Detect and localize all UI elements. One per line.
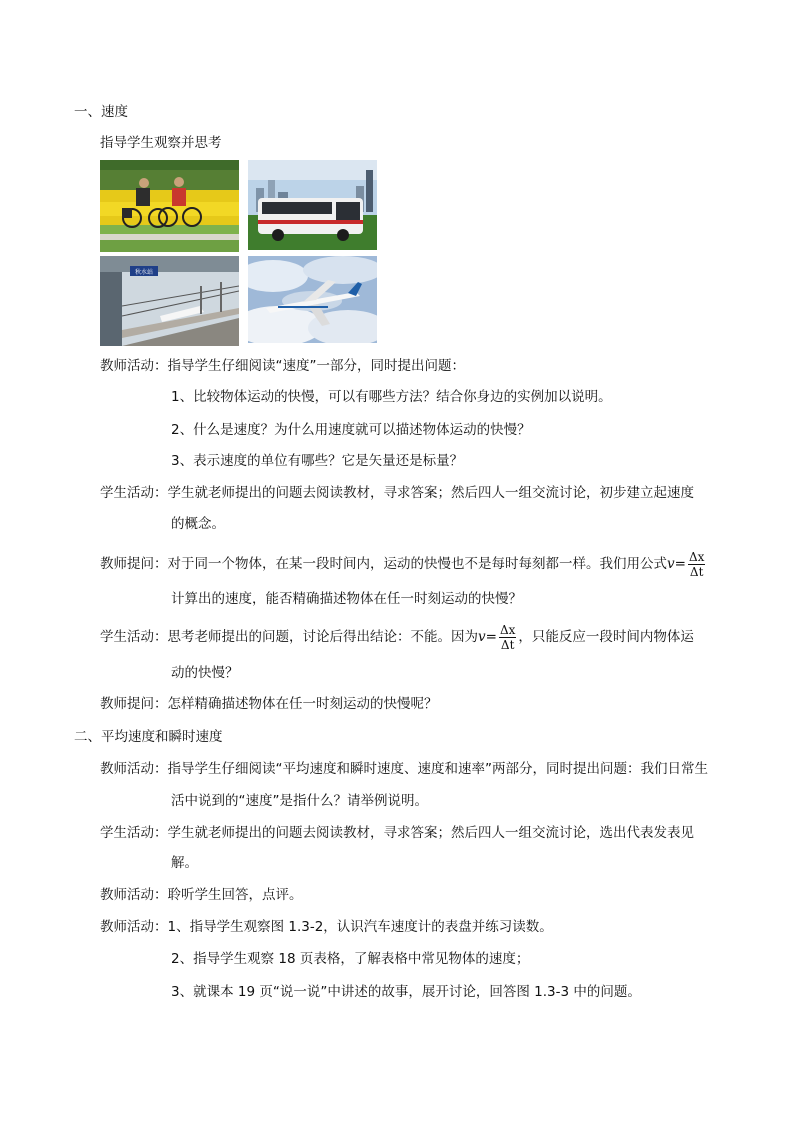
formula2-var: v [478, 629, 486, 645]
teacher-question-2: 教师提问：怎样精确描述物体在任一时刻运动的快慢呢？ [100, 696, 438, 712]
train-photo [100, 256, 239, 346]
plane-photo [248, 256, 377, 343]
student-activity-3b: 解。 [171, 855, 198, 871]
formula-num: Δx [688, 549, 705, 564]
question-3: 3、表示速度的单位有哪些？它是矢量还是标量？ [171, 453, 464, 469]
formula2-num: Δx [499, 622, 516, 637]
question-2: 2、什么是速度？为什么用速度就可以描述物体运动的快慢？ [171, 422, 531, 438]
teacher-activity-2a: 教师活动：指导学生仔细阅读“平均速度和瞬时速度、速度和速率”两部分，同时提出问题：我们日常生 [100, 761, 708, 777]
teacher-activity-4-item1: 教师活动：1、指导学生观察图 1.3-2，认识汽车速度计的表盘并练习读数。 [100, 919, 553, 935]
teacher-activity-4-item3: 3、就课本 19 页“说一说”中讲述的故事，展开讨论，回答图 1.3-3 中的问题。 [171, 984, 641, 1000]
station-sign-text: 秋水站 [134, 269, 154, 276]
formula-fraction [688, 550, 705, 579]
formula-var: v [667, 556, 675, 572]
formula2-den: Δt [500, 637, 515, 652]
teacher-activity-1: 教师活动：指导学生仔细阅读“速度”一部分，同时提出问题： [100, 358, 465, 374]
bus-photo [248, 160, 377, 250]
teacher-question-1a-text: 教师提问：对于同一个物体，在某一段时间内，运动的快慢也不是每时每刻都一样。我们用公式 [100, 556, 667, 572]
teacher-question-1b: 计算出的速度，能否精确描述物体在任一时刻运动的快慢？ [171, 591, 522, 607]
student-activity-1b: 的概念。 [171, 516, 225, 532]
student-activity-2b: 动的快慢？ [171, 665, 239, 681]
student-activity-2a [100, 622, 694, 652]
section-title-average-instant: 二、平均速度和瞬时速度 [74, 729, 223, 745]
teacher-question-1a [100, 549, 707, 579]
question-1: 1、比较物体运动的快慢，可以有哪些方法？结合你身边的实例加以说明。 [171, 389, 612, 405]
student-activity-2a-text: 学生活动：思考老师提出的问题，讨论后得出结论：不能。因为 [100, 629, 478, 645]
formula-eq: = [674, 556, 686, 572]
section-title-speed: 一、速度 [74, 104, 128, 120]
formula-den: Δt [689, 564, 704, 579]
formula2-eq: = [485, 629, 497, 645]
intro-observe-think: 指导学生观察并思考 [100, 135, 222, 151]
teacher-activity-2b: 活中说到的“速度”是指什么？请举例说明。 [171, 793, 428, 809]
student-activity-2a-tail: ，只能反应一段时间内物体运 [518, 629, 694, 645]
formula2-fraction [499, 623, 516, 652]
teacher-activity-3: 教师活动：聆听学生回答，点评。 [100, 887, 303, 903]
student-activity-1a: 学生活动：学生就老师提出的问题去阅读教材，寻求答案；然后四人一组交流讨论，初步建立起速度 [100, 485, 694, 501]
teacher-activity-4-item2: 2、指导学生观察 18 页表格，了解表格中常见物体的速度； [171, 951, 530, 967]
student-activity-3a: 学生活动：学生就老师提出的问题去阅读教材，寻求答案；然后四人一组交流讨论，选出代表发表见 [100, 825, 694, 841]
cyclists-photo [100, 160, 239, 252]
